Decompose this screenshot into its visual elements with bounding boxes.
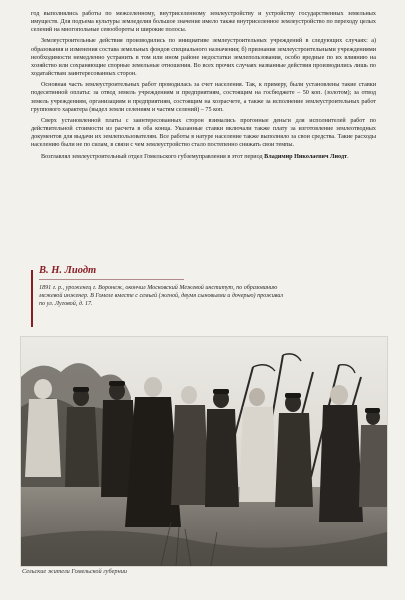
biography-sidebar: [31, 262, 376, 334]
paragraph-5: Возглавлял землеустроительный отдел Гомельского губземуправления в этот период Владимир Николаевич Лиодт.: [41, 153, 349, 160]
photo-illustration: [21, 337, 387, 566]
name-underline: [39, 279, 184, 280]
paragraph-5-text: Возглавлял землеустроительный отдел Гомельского губземуправления в этот период: [41, 153, 263, 160]
director-name: Владимир Николаевич Лиодт: [264, 153, 348, 160]
paragraph-4: Сверх установленной платы с заинтересованных сторон взимались прогонные деньги для исполнителей работ по действительной стоимости из расчета в оба конца. Указанные ставки включали также плату за изготовление землеотводных документов для выдачи их землепользователям. Все работы в натуре население также выполняло за свои средства. Такие расходы населению были не по силам, в связи с чем землеустройство стало постепенно снижать свои темпы.: [31, 117, 376, 149]
photo-caption: Сельские жители Гомельской губернии: [22, 568, 127, 575]
body-text: [31, 10, 376, 164]
historical-photo: [20, 336, 388, 567]
paragraph-2: Землеустроительные действия производились по инициативе землеустроительных учреждений в следующих случаях: а) образования и изменения состава земельных фондов специального назначения; б) признания землеустроительными учреждениями необходимости немедленно устранить в том или ином районе недостатки землепользования, особо вредные по их влиянию на хозяйство или сохраняющие спорные земельные отношения. Во всех прочих случаях названные действия производились лишь по ходатайствам заинтересованных сторон.: [31, 38, 376, 78]
paragraph-1: год выполнялись работы по межселенному, внутриселенному землеустройству и устройству государственных земельных имуществ. Для подъема культуры земледелия большое значение имело также внутриселенное землеустройство по переходу целых селений на многопольные севообороты и широкие полосы.: [31, 11, 376, 34]
sidebar-bio: 1891 г. р., уроженец г. Воронеж, окончил Московский Межевой институт, по образованию межевой инженер. В Гомеле вместе с семьей (женой, двумя сыновьями и дочерью) проживал по ул. Луговой, д. 17.: [39, 285, 284, 308]
sidebar-name: В. Н. Лиодт: [39, 265, 97, 276]
accent-bar: [31, 270, 33, 327]
paragraph-3: Основная часть землеустроительных работ проводилась за счет населения. Так, к примеру, были установлены такие ставки подесятинной оплаты: за отвод земель учреждениям и предприятиям, состоящим на госбюджете – 50 коп. (золотом); за отвод земель учреждениям, организациям и предприятиям, состоящим на хозрасчете, а также за исполнение землеустроительных работ группового характера (выдел земли селениям и частям селений) – 75 коп.: [31, 82, 376, 113]
